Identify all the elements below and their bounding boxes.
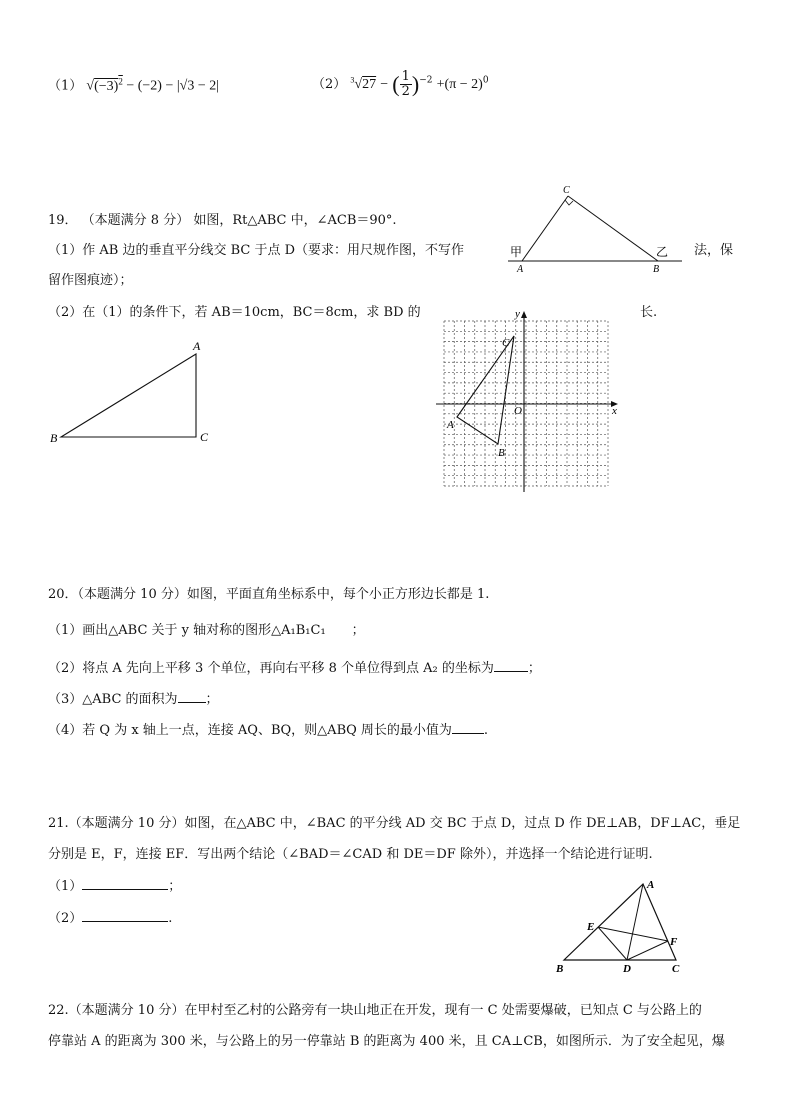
q18-part2: （2） $^3$√27 − ( $\frac{1}{2}$ )$^{-2} +(\pi - 2)^0$ (312, 69, 489, 99)
q19-line3-b: 长. (640, 305, 658, 320)
q18-part2-cuberoot: $^3$√27 (350, 75, 377, 92)
q18-part1-radicand: (−3) (94, 78, 119, 94)
q18-part1-abs-body: √3 − 2 (179, 78, 217, 94)
q18-part2-frac-num: 1 (401, 69, 410, 84)
road-label-jia: 甲 (510, 245, 523, 259)
q20-p3-text: （3）△ABC 的面积为 (48, 692, 178, 707)
q20-p3-end: ； (205, 692, 219, 707)
q21-line2: 分别是 E，F，连接 EF．写出两个结论（∠BAD＝∠CAD 和 DE＝DF 除外），并选择一个结论进行证明. (48, 847, 653, 862)
q19-label-A: A (193, 339, 201, 353)
q22-line1: 22.（本题满分 10 分）在甲村至乙村的公路旁有一块山地正在开发，现有一 C 处需要爆破，已知点 C 与公路上的 (48, 1003, 702, 1018)
q19-line1-a: （1）作 AB 边的垂直平分线交 BC 于点 D（要求：用尺规作图，不写作 (48, 243, 465, 258)
road-label-C: C (563, 185, 570, 196)
q18-part2-label: （2） (312, 77, 347, 92)
q19-label-B: B (50, 431, 58, 445)
road-label-A: A (517, 264, 524, 275)
q21-label-F: F (670, 936, 678, 948)
q20-p1: （1）画出△ABC 关于 y 轴对称的图形△A₁B₁C₁ ； (48, 623, 365, 638)
segment-AD (627, 884, 643, 960)
grid-label-x: x (612, 405, 617, 417)
road-label-yi: 乙 (656, 245, 669, 259)
q20-p4-end: . (483, 723, 489, 738)
grid-label-A: A (447, 419, 454, 431)
road-label-B: B (653, 264, 660, 275)
q21-line1: 21.（本题满分 10 分）如图，在△ABC 中，∠BAC 的平分线 AD 交 BC 于点 D，过点 D 作 DE⊥AB，DF⊥AC，垂足 (48, 816, 741, 831)
grid-label-C: C (502, 337, 510, 349)
grid-label-B: B (498, 447, 505, 459)
q18-part1-abs: |√3 − 2| (176, 78, 220, 94)
grid-label-y: y (515, 308, 520, 320)
grid-label-O: O (514, 405, 522, 417)
q19-line1-b: 法，保 (694, 243, 734, 258)
q21-label-D: D (623, 963, 631, 975)
q19-header: 19． （本题满分 8 分） 如图，Rt△ABC 中，∠ACB＝90°. (48, 213, 397, 228)
q18-part2-minus: − (380, 77, 389, 92)
q18-part2-frac-den: 2 (401, 84, 410, 99)
q18-part2-tail: +(π − 2) (436, 77, 483, 92)
q18-part1-label: （1） (48, 78, 83, 94)
q18-part2-frac-exp: −2 (419, 75, 433, 86)
q21-label-E: E (587, 921, 595, 933)
q20-header: 20．（本题满分 10 分）如图，平面直角坐标系中，每个小正方形边长都是 1. (48, 587, 490, 602)
q18-part1-radical: $√(-3)^2$ (86, 76, 123, 94)
q21-item2-label: （2） (48, 911, 83, 926)
q21-item1-end: ； (168, 879, 182, 894)
q21-label-A: A (647, 879, 655, 891)
q20-p4-text: （4）若 Q 为 x 轴上一点，连接 AQ、BQ，则△ABQ 周长的最小值为 (48, 723, 452, 738)
triangle-ABC-q21 (564, 884, 676, 960)
q18-part2-root-index: 3 (350, 75, 355, 85)
q21-label-B: B (556, 963, 564, 975)
q20-p2-end: ； (527, 661, 541, 676)
q19-line2: 留作图痕迹）； (48, 273, 133, 288)
q20-p2-text: （2）将点 A 先向上平移 3 个单位，再向右平移 8 个单位得到点 A₂ 的坐标为 (48, 661, 494, 676)
segment-DF (627, 941, 668, 960)
q21-label-C: C (672, 963, 680, 975)
q21-item1-label: （1） (48, 879, 83, 894)
q18-part1-exponent: 2 (118, 76, 123, 86)
q22-line2: 停靠站 A 的距离为 300 米，与公路上的另一停靠站 B 的距离为 400 米，且 CA⊥CB，如图所示．为了安全起见，爆 (48, 1034, 725, 1049)
q18-part2-tail-exp: 0 (482, 75, 489, 86)
q18-part1-mid: − (−2) − (122, 78, 177, 94)
q19-line3-a: （2）在（1）的条件下，若 AB＝10cm，BC＝8cm，求 BD 的 (48, 305, 421, 320)
q19-label-C: C (200, 430, 209, 444)
q18-part2-root-body: 27 (362, 77, 377, 92)
q21-item2-end: . (168, 911, 173, 926)
